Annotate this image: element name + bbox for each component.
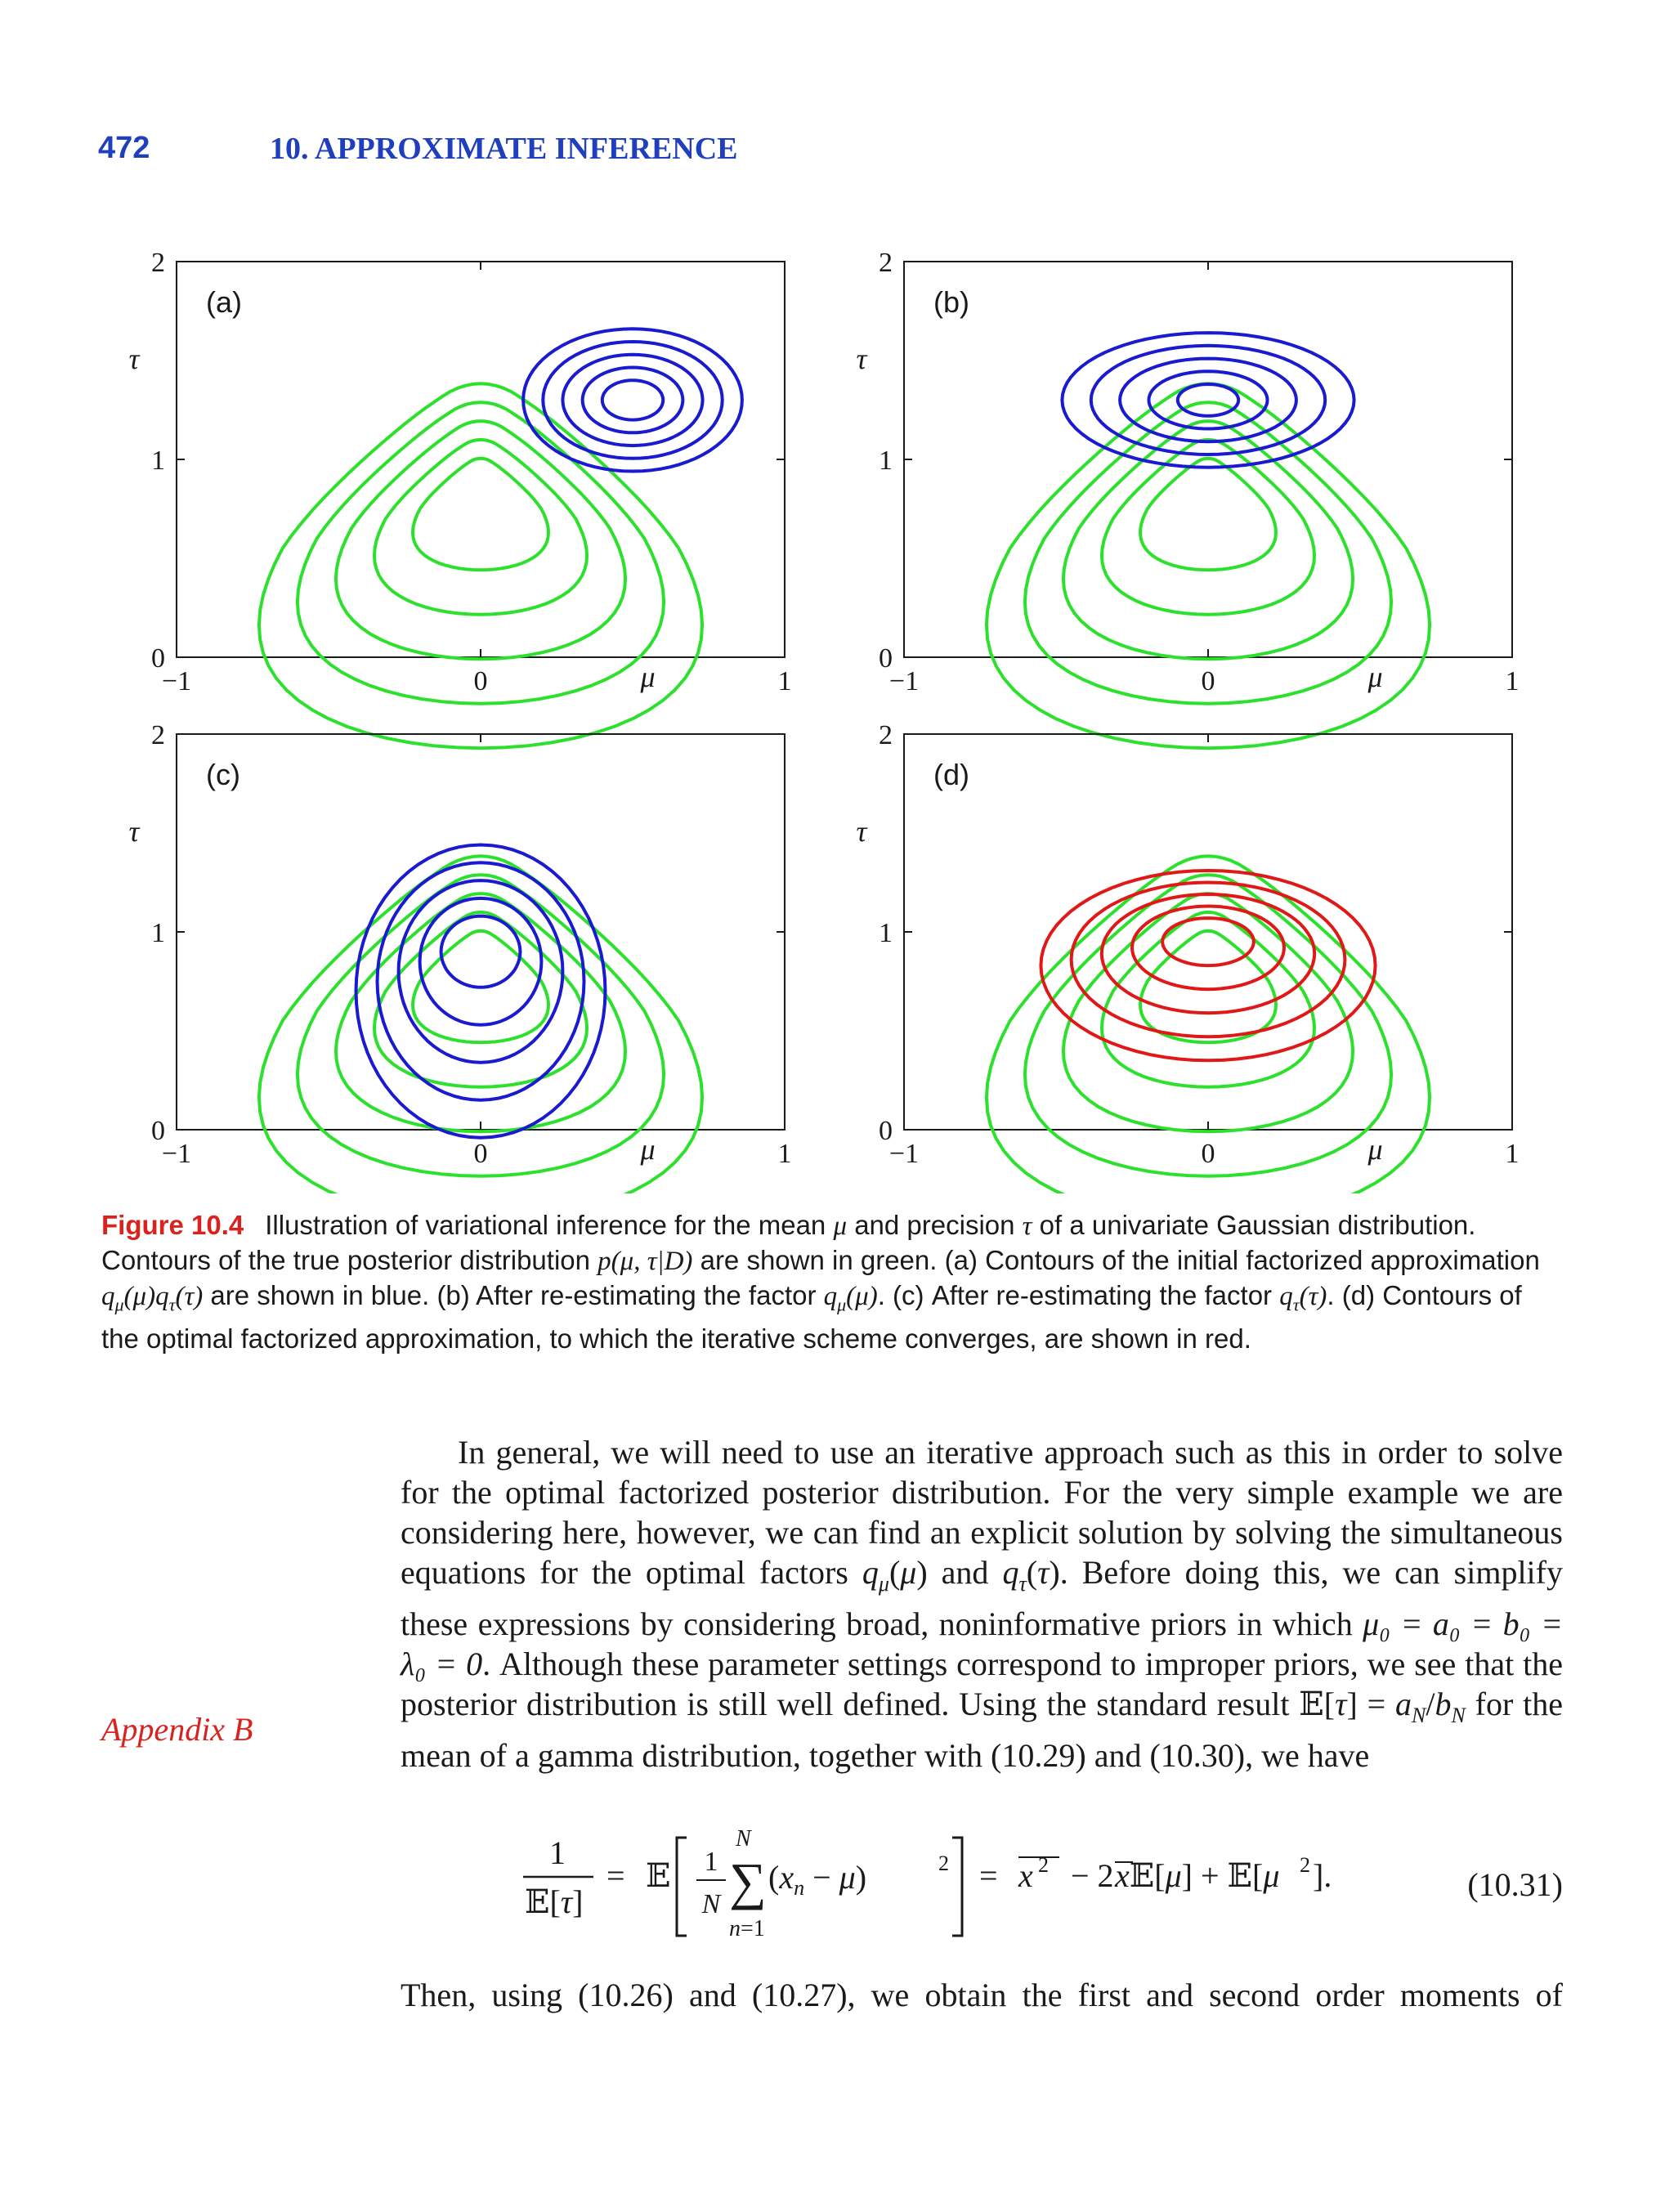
figure-label: Figure 10.4 [101,1210,244,1240]
y-axis-label: τ [856,343,867,375]
x-tick-label: −1 [888,1139,920,1169]
svg-text:N: N [701,1889,721,1919]
equation-10-31 [523,1821,1381,1952]
x-tick-label: 1 [777,666,792,696]
svg-text:n=1: n=1 [729,1916,765,1941]
continuation-line: Then, using (10.26) and (10.27), we obtain the first and second order moments of [401,1977,1563,2013]
x-tick-label: −1 [161,1139,192,1169]
y-tick-label: 2 [879,720,893,750]
y-tick-label: 2 [879,248,893,278]
panel-label: (c) [206,758,240,791]
svg-text:=: = [606,1857,625,1894]
panel-c [129,720,792,1193]
green-contour [1140,459,1276,571]
svg-text:2: 2 [938,1852,949,1875]
green-contour [1063,421,1353,659]
x-tick-label: 1 [1505,666,1520,696]
panel-a [129,248,792,748]
y-axis-label: τ [128,815,140,848]
svg-text:x𝔼[μ] + 𝔼[μ: x𝔼[μ] + 𝔼[μ [1115,1857,1280,1894]
y-axis-label: τ [128,343,140,375]
svg-text:2: 2 [1300,1853,1310,1877]
svg-text:x: x [1018,1857,1033,1894]
y-tick-label: 2 [151,248,165,278]
svg-text:𝔼: 𝔼 [646,1857,671,1894]
x-axis-label: μ [1367,660,1383,693]
x-tick-label: 0 [473,666,488,696]
panel-d [857,720,1520,1193]
green-contour [1140,931,1276,1043]
green-contour [413,459,548,571]
chapter-title: 10. APPROXIMATE INFERENCE [270,132,738,166]
blue-contour [602,380,663,419]
x-axis-label: μ [640,660,656,693]
svg-text:1: 1 [704,1847,718,1877]
y-tick-label: 2 [151,720,165,750]
svg-text:− 2: − 2 [1071,1857,1114,1894]
green-contour [336,421,625,659]
x-tick-label: 1 [1505,1139,1520,1169]
equation-number: (10.31) [1467,1866,1563,1903]
x-tick-label: −1 [888,666,920,696]
y-tick-label: 0 [879,1116,893,1146]
panel-label: (d) [933,758,969,791]
svg-text:∑: ∑ [729,1852,767,1910]
panel-label: (a) [206,285,242,319]
y-tick-label: 1 [879,446,893,476]
svg-text:𝔼[τ]: 𝔼[τ] [525,1883,584,1920]
svg-text:].: ]. [1313,1857,1332,1894]
blue-contour [1178,384,1238,416]
body-paragraph: In general, we will need to use an iterative approach such as this in order to solve for the optimal factorized posterior distribution. For the very simple example we are considering here, however, we can find an explicit solution by solving the simultaneous equations for the optimal factors $q_\mu(\mu)$ and $q_\tau(\tau)$. Before doing this, we can simplify these expressions by considering broad, noninformative priors in which μ₀ = a₀ = b₀ = λ₀ = 0. Although these parameter settings correspond to improper priors, we see that the posterior distribution is still well defined. Using the standard result 𝔼[τ] = $a_N/b_N$ for the mean of a gamma distribution, together with (10.29) and (10.30), we have [401,1434,1563,1774]
blue-contour [543,342,722,459]
y-tick-label: 1 [879,918,893,948]
svg-text:2: 2 [1038,1853,1049,1877]
y-tick-label: 0 [151,643,165,674]
blue-contour [356,845,606,1138]
x-tick-label: −1 [161,666,192,696]
y-tick-label: 1 [151,918,165,948]
blue-contour [441,916,521,987]
x-tick-label: 0 [1201,1139,1215,1169]
blue-contour [583,368,683,433]
blue-contour [523,329,742,471]
svg-text:1: 1 [549,1834,566,1871]
red-contour [1162,918,1254,965]
panel-label: (b) [933,285,969,319]
svg-text:=: = [979,1857,998,1894]
svg-text:(xn − μ): $(x_n - \mu)$ [768,1859,867,1900]
figure-caption: Figure 10.4 Illustration of variational inference for the mean μ and precision τ of a univariate Gaussian distribution. Contours of the true posterior distribution p(μ, τ|D) are shown in green. (a) Contours of the initial factorized approximation $q_\mu(\mu)q_\tau(\tau)$ are shown in blue. (b) After re-estimating the factor $q_\mu(\mu)$. (c) After re-estimating the factor $q_\tau(\tau)$. (d) Contours of the optimal factorized approximation, to which the iterative scheme converges, are shown in red. [101,1210,1540,1354]
y-tick-label: 0 [151,1116,165,1146]
x-axis-label: μ [640,1133,656,1166]
y-tick-label: 1 [151,446,165,476]
y-tick-label: 0 [879,643,893,674]
x-axis-label: μ [1367,1133,1383,1166]
prior-settings: μ₀ = a₀ = b₀ = λ₀ = 0 [401,1605,1563,1682]
margin-note-appendix: Appendix B [101,1711,253,1748]
x-tick-label: 0 [1201,666,1215,696]
blue-contour [1062,333,1354,468]
x-tick-label: 0 [473,1139,488,1169]
blue-contour [399,880,563,1063]
y-axis-label: τ [856,815,867,848]
panel-b [857,248,1520,748]
x-tick-label: 1 [777,1139,792,1169]
page-number: 472 [98,131,150,165]
svg-text:N: N [736,1826,751,1852]
green-contour [374,440,587,615]
